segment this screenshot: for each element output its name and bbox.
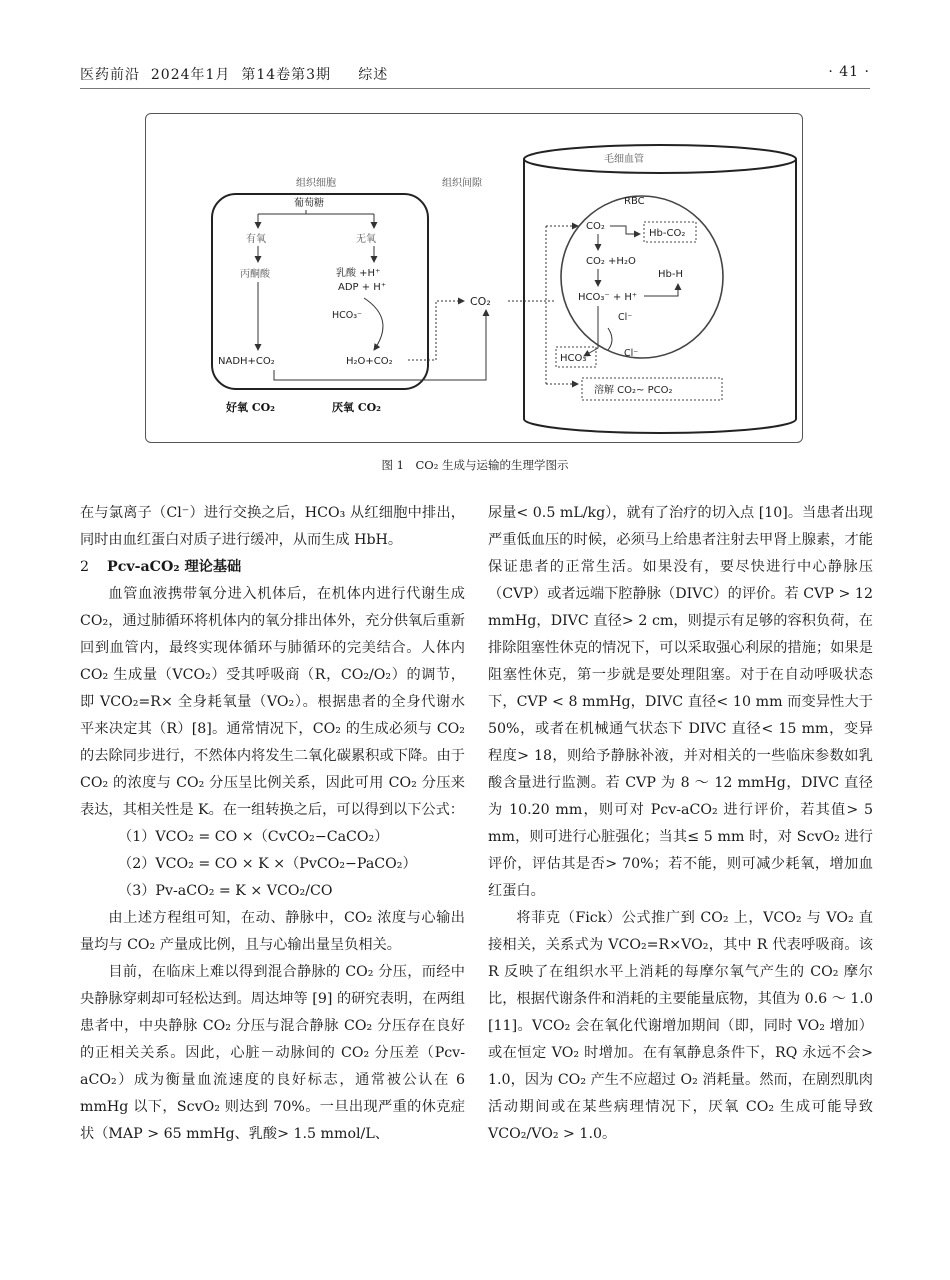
cl-out-label: Cl⁻	[624, 348, 639, 359]
left-column	[80, 500, 465, 1148]
formula-3: （3）Pv-aCO₂ = K × VCO₂/CO	[118, 883, 333, 899]
co2-h2o-label: CO₂ +H₂O	[586, 256, 636, 267]
aerobic-co2-label: 好氧 CO₂	[226, 401, 275, 414]
lactate-label: 乳酸 +H⁺	[336, 268, 381, 279]
aerobic-label: 有氧	[246, 234, 266, 245]
anaerobic-co2-label: 厌氧 CO₂	[332, 401, 381, 414]
rbc-label: RBC	[624, 196, 645, 207]
header-rule	[80, 88, 870, 89]
left-paragraph-3: 由上述方程组可知，在动、静脉中，CO₂ 浓度与心输出量均与 CO₂ 产量成比例，且与心输出量呈负相关。	[80, 910, 465, 953]
section-number: 2	[80, 559, 90, 575]
hco3-cell-label: HCO₃⁻	[332, 310, 363, 321]
co2-mid-label: CO₂	[470, 295, 491, 308]
left-paragraph-1: 在与氯离子（Cl⁻）进行交换之后，HCO₃ 从红细胞中排出，同时由血红蛋白对质子进行缓冲，从而生成 HbH。	[80, 505, 465, 548]
co2-diagram	[146, 114, 804, 444]
right-paragraph-1: 尿量< 0.5 mL/kg），就有了治疗的切入点 [10]。当患者出现严重低血压的时候，必须马上给患者注射去甲肾上腺素，才能保证患者的正常生活。如果没有，要尽快进行中心静脉压（CVP）或者远端下腔静脉（DIVC）的评价。若 CVP > 12 mmHg，DIVC 直径> 2 cm，则提示有足够的容积负荷，在排除阻塞性休克的情况下，可以采取强心利尿的措施；如果是阻塞性休克，第一步就是要处理阻塞。对于在自动呼吸状态下，CVP < 8 mmHg，DIVC 直径< 10 mm 而变异性大于 50%，或者在机械通气状态下 DIVC 直径< 15 mm，变异程度> 18，则给予静脉补液，并对相关的一些临床参数如乳酸含量进行监测。若 CVP 为 8 ～ 12 mmHg，DIVC 直径为 10.20 mm，则可对 Pcv-aCO₂ 进行评价，若其值> 5 mm，则可进行心脏强化；当其≤ 5 mm 时，对 ScvO₂ 进行评价，评估其是否> 70%；若不能，则可减少耗氧，增加血红蛋白。	[488, 505, 873, 899]
right-column	[488, 500, 873, 1148]
pyruvate-label: 丙酮酸	[240, 269, 270, 280]
adp-label: ADP + H⁺	[338, 282, 387, 293]
section-heading	[80, 554, 465, 581]
rbc-co2-label: CO₂	[586, 221, 605, 232]
hb-co2-label: Hb-CO₂	[649, 228, 686, 239]
interstitial-label: 组织间隙	[442, 178, 482, 189]
nadh-label: NADH+CO₂	[218, 356, 275, 367]
running-header	[80, 62, 870, 86]
left-paragraph-2: 血管血液携带氧分进入机体后，在机体内进行代谢生成 CO₂，通过肺循环将机体内的氧分排出体外，充分供氧后重新回到血管内，最终实现体循环与肺循环的完美结合。人体内 CO₂ 生成量（VCO₂）受其呼吸商（R，CO₂/O₂）的调节，即 VCO₂=R× 全身耗氧量（VO₂）。根据患者的全身代谢水平来决定其（R）[8]。通常情况下，CO₂ 的生成必须与 CO₂ 的去除同步进行，不然体内将发生二氧化碳累积或下降。由于 CO₂ 的浓度与 CO₂ 分压呈比例关系，因此可用 CO₂ 分压来表达，其相关性是 K。在一组转换之后，可以得到以下公式：	[80, 586, 465, 818]
tissue-cell-label: 组织细胞	[296, 178, 336, 189]
page-number: · 41 ·	[828, 64, 870, 80]
left-paragraph-4: 目前，在临床上难以得到混合静脉的 CO₂ 分压，而经中央静脉穿刺却可轻松达到。周达坤等 [9] 的研究表明，在两组患者中，中央静脉 CO₂ 分压与混合静脉 CO₂ 分压存在良好的正相关关系。因此，心脏－动脉间的 CO₂ 分压差（Pcv-aCO₂）成为衡量血流速度的良好标志，通常被公认在 6 mmHg 以下，ScvO₂ 则达到 70%。一旦出现严重的休克症状（MAP > 65 mmHg、乳酸> 1.5 mmol/L、	[80, 964, 465, 1142]
section-title: Pcv-aCO₂ 理论基础	[107, 559, 242, 575]
dissolved-co2-label: 溶解 CO₂~ PCO₂	[594, 385, 673, 396]
glucose-label: 葡萄糖	[294, 198, 324, 209]
formula-1: （1）VCO₂ = CO ×（CvCO₂−CaCO₂）	[118, 829, 389, 845]
hco3-h-label: HCO₃⁻ + H⁺	[578, 292, 638, 303]
figure-1	[145, 113, 803, 443]
capillary-label: 毛细血管	[604, 154, 644, 165]
anaerobic-label: 无氧	[356, 234, 376, 245]
journal-info: 医药前沿 2024年1月 第14卷第3期 综述	[80, 67, 389, 83]
hb-h-label: Hb-H	[658, 269, 683, 280]
h2o-co2-label: H₂O+CO₂	[346, 356, 393, 367]
capillary-top	[524, 145, 796, 173]
right-paragraph-2: 将菲克（Fick）公式推广到 CO₂ 上，VCO₂ 与 VO₂ 直接相关，关系式为 VCO₂=R×VO₂，其中 R 代表呼吸商。该 R 反映了在组织水平上消耗的每摩尔氧气产生的 CO₂ 摩尔比，根据代谢条件和消耗的主要能量底物，其值为 0.6 ～ 1.0 [11]。VCO₂ 会在氧化代谢增加期间（即，同时 VO₂ 增加）或在恒定 VO₂ 时增加。在有氧静息条件下，RQ 永远不会> 1.0，因为 CO₂ 产生不应超过 O₂ 消耗量。然而，在剧烈肌肉活动期间或在某些病理情况下，厌氧 CO₂ 生成可能导致 VCO₂/VO₂ > 1.0。	[488, 910, 874, 1142]
cl-in-label: Cl⁻	[618, 312, 633, 323]
formula-2: （2）VCO₂ = CO × K ×（PvCO₂−PaCO₂）	[118, 856, 417, 872]
hco3-out-label: HCO₃⁻	[560, 353, 592, 364]
figure-caption: 图 1 CO₂ 生成与运输的生理学图示	[381, 458, 569, 472]
